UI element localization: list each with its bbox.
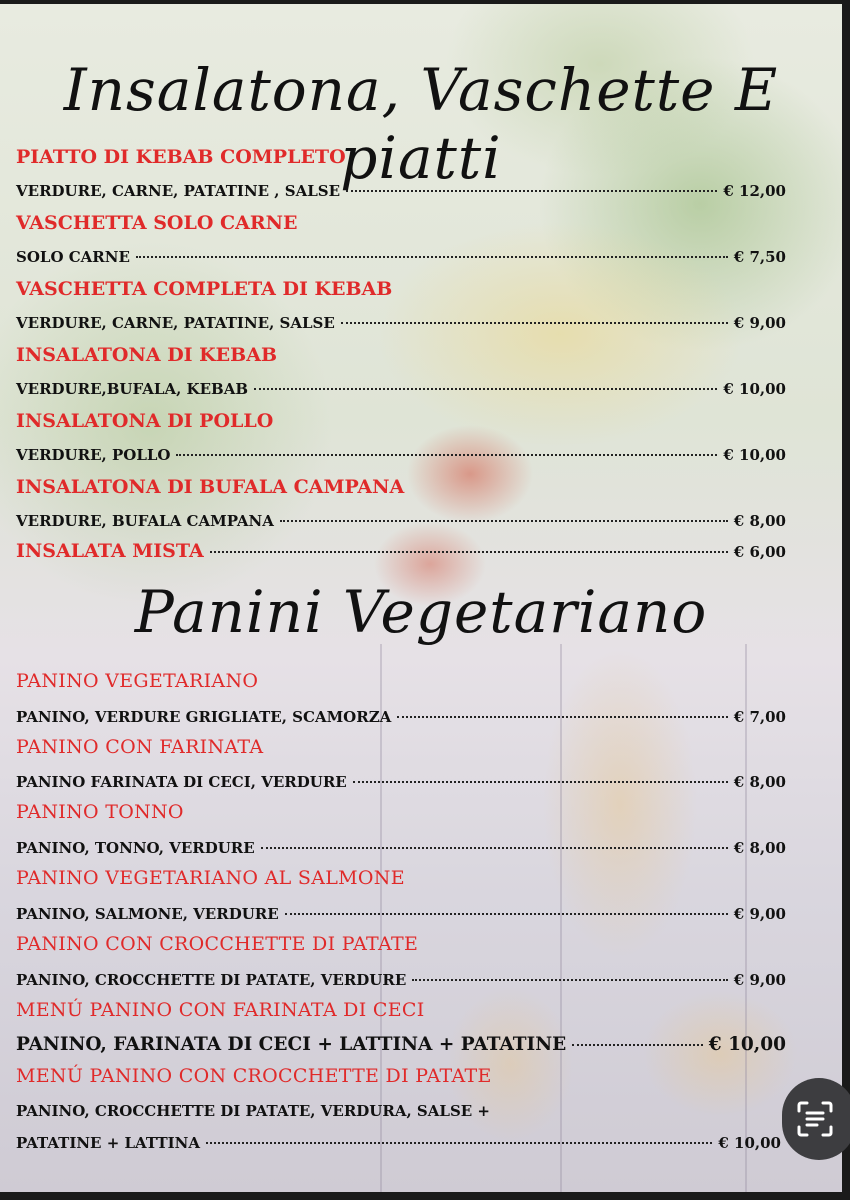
item-row bbox=[16, 540, 786, 562]
item-description-line: PANINO, CROCCHETTE DI PATATE, VERDURA, SALSE + bbox=[16, 1102, 490, 1120]
item-description: VERDURE, POLLO bbox=[16, 446, 171, 464]
item-description: VERDURE,BUFALA, KEBAB bbox=[16, 380, 249, 398]
item-description: VERDURE, CARNE, PATATINE , SALSE bbox=[16, 182, 341, 200]
item-row bbox=[16, 708, 786, 726]
item-price: € 9,00 bbox=[733, 905, 786, 923]
item-title: PANINO CON FARINATA bbox=[16, 736, 264, 758]
item-description: PANINO, TONNO, VERDURE bbox=[16, 839, 255, 857]
item-description: VERDURE, BUFALA CAMPANA bbox=[16, 512, 274, 530]
leader-dots bbox=[353, 781, 728, 783]
section-heading-insalatona: Insalatona, Vaschette E piatti bbox=[63, 56, 779, 192]
item-row bbox=[16, 905, 786, 923]
item-price: € 8,00 bbox=[733, 512, 786, 530]
leader-dots bbox=[176, 454, 717, 456]
item-description: VERDURE, CARNE, PATATINE, SALSE bbox=[16, 314, 335, 332]
item-title: PANINO VEGETARIANO bbox=[16, 670, 259, 692]
item-title: INSALATONA DI POLLO bbox=[16, 410, 274, 432]
item-price: € 10,00 bbox=[723, 380, 786, 398]
item-title: INSALATONA DI KEBAB bbox=[16, 344, 278, 366]
item-title: PIATTO DI KEBAB COMPLETO bbox=[16, 146, 346, 168]
item-price: € 9,00 bbox=[733, 314, 786, 332]
leader-dots bbox=[412, 979, 728, 981]
item-description: PANINO, CROCCHETTE DI PATATE, VERDURE bbox=[16, 971, 407, 989]
item-row bbox=[16, 380, 786, 398]
text-scan-button[interactable] bbox=[782, 1078, 850, 1160]
item-description: PANINO, FARINATA DI CECI + LATTINA + PATATINE bbox=[16, 1034, 567, 1055]
item-row bbox=[16, 248, 786, 266]
item-description: PATATINE + LATTINA bbox=[16, 1134, 201, 1152]
item-price: € 8,00 bbox=[733, 839, 786, 857]
leader-dots bbox=[206, 1142, 712, 1144]
item-title: MENÚ PANINO CON FARINATA DI CECI bbox=[16, 999, 425, 1021]
item-row bbox=[16, 446, 786, 464]
item-row bbox=[16, 773, 786, 791]
item-row bbox=[16, 1034, 786, 1055]
leader-dots bbox=[346, 190, 717, 192]
item-row bbox=[16, 839, 786, 857]
item-title: VASCHETTA COMPLETA DI KEBAB bbox=[16, 278, 393, 300]
item-description: PANINO, VERDURE GRIGLIATE, SCAMORZA bbox=[16, 708, 392, 726]
item-title: PANINO VEGETARIANO AL SALMONE bbox=[16, 867, 405, 889]
item-row bbox=[16, 182, 786, 200]
leader-dots bbox=[261, 847, 728, 849]
item-row bbox=[16, 314, 786, 332]
item-price: € 6,00 bbox=[733, 543, 786, 561]
item-row bbox=[16, 971, 786, 989]
item-title: PANINO TONNO bbox=[16, 801, 184, 823]
item-price: € 12,00 bbox=[723, 182, 786, 200]
item-description: SOLO CARNE bbox=[16, 248, 130, 266]
item-price: € 8,00 bbox=[733, 773, 786, 791]
item-title: INSALATA MISTA bbox=[16, 540, 204, 562]
item-title: PANINO CON CROCCHETTE DI PATATE bbox=[16, 933, 419, 955]
item-title: VASCHETTA SOLO CARNE bbox=[16, 212, 298, 234]
menu-page bbox=[0, 4, 842, 1192]
leader-dots bbox=[280, 520, 728, 522]
item-price: € 10,00 bbox=[723, 446, 786, 464]
leader-dots bbox=[210, 551, 728, 553]
item-price: € 7,00 bbox=[733, 708, 786, 726]
section-heading-panini: Panini Vegetariano bbox=[134, 578, 708, 646]
item-description: PANINO, SALMONE, VERDURE bbox=[16, 905, 279, 923]
item-row bbox=[16, 512, 786, 530]
leader-dots bbox=[572, 1044, 703, 1046]
text-scan-icon bbox=[795, 1099, 835, 1139]
item-description: PANINO FARINATA DI CECI, VERDURE bbox=[16, 773, 347, 791]
item-row bbox=[16, 1134, 781, 1152]
item-price: € 10,00 bbox=[708, 1034, 786, 1055]
leader-dots bbox=[254, 388, 717, 390]
item-title: INSALATONA DI BUFALA CAMPANA bbox=[16, 476, 405, 498]
item-price: € 7,50 bbox=[733, 248, 786, 266]
leader-dots bbox=[285, 913, 728, 915]
item-price: € 10,00 bbox=[718, 1134, 781, 1152]
leader-dots bbox=[136, 256, 728, 258]
leader-dots bbox=[397, 716, 727, 718]
item-price: € 9,00 bbox=[733, 971, 786, 989]
leader-dots bbox=[341, 322, 728, 324]
item-title: MENÚ PANINO CON CROCCHETTE DI PATATE bbox=[16, 1065, 492, 1087]
